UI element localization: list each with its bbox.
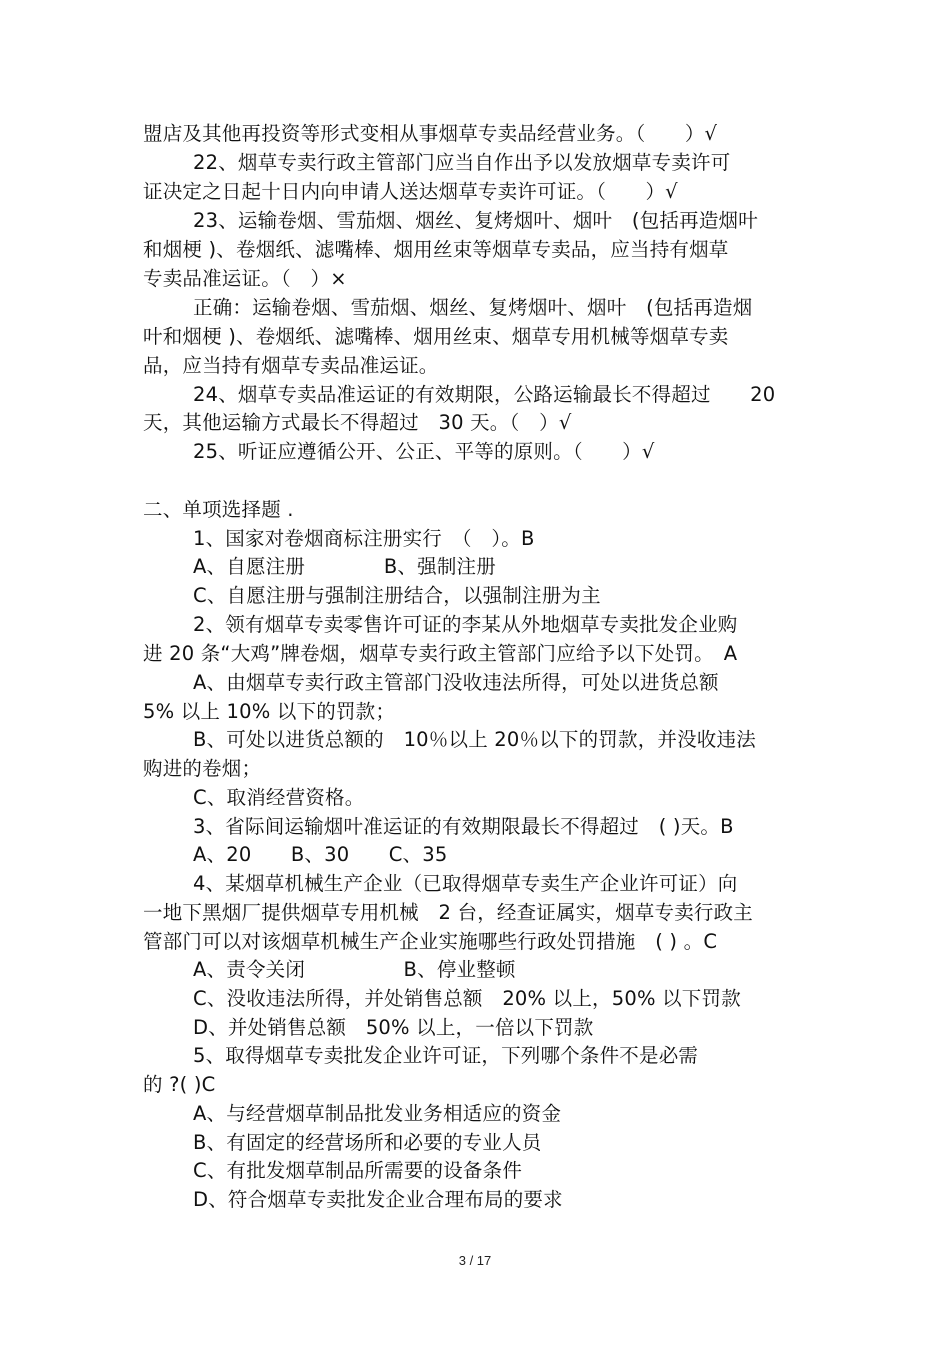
answer-option: D、并处销售总额 50% 以上，一倍以下罚款 xyxy=(193,1016,594,1039)
question-text: 一地下黑烟厂提供烟草专用机械 2 台，经查证属实，烟草专卖行政主 xyxy=(143,901,754,924)
text-line: 25、听证应遵循公开、公正、平等的原则。（ ）√ xyxy=(193,440,655,463)
text-line: 23、运输卷烟、雪茄烟、烟丝、复烤烟叶、烟叶 (包括再造烟叶 xyxy=(193,209,758,232)
question-text: 1、国家对卷烟商标注册实行 （ ）。B xyxy=(193,527,535,550)
answer-option: C、自愿注册与强制注册结合，以强制注册为主 xyxy=(193,584,601,607)
question-text: 3、省际间运输烟叶准运证的有效期限最长不得超过 ( )天。B xyxy=(193,815,734,838)
answer-option: A、与经营烟草制品批发业务相适应的资金 xyxy=(193,1102,562,1125)
text-line: 叶和烟梗 )、卷烟纸、滤嘴棒、烟用丝束、烟草专用机械等烟草专卖 xyxy=(143,325,729,348)
answer-option: A、自愿注册 B、强制注册 xyxy=(193,555,496,578)
question-text: 进 20 条“大鸡”牌卷烟，烟草专卖行政主管部门应给予以下处罚。 A xyxy=(143,642,738,665)
text-line: 正确：运输卷烟、雪茄烟、烟丝、复烤烟叶、烟叶 (包括再造烟 xyxy=(193,296,753,319)
answer-option: A、20 B、30 C、35 xyxy=(193,843,448,866)
text-line: 专卖品准运证。（ ）× xyxy=(143,267,347,290)
text-line: 和烟梗 )、卷烟纸、滤嘴棒、烟用丝束等烟草专卖品，应当持有烟草 xyxy=(143,238,729,261)
text-line: 盟店及其他再投资等形式变相从事烟草专卖品经营业务。（ ）√ xyxy=(143,122,718,145)
answer-option: A、由烟草专卖行政主管部门没收违法所得，可处以进货总额 xyxy=(193,671,719,694)
question-text: 的 ?( )C xyxy=(143,1073,216,1096)
text-line: 22、烟草专卖行政主管部门应当自作出予以发放烟草专卖许可 xyxy=(193,151,731,174)
page-number: 3 / 17 xyxy=(458,1253,492,1268)
answer-option: C、有批发烟草制品所需要的设备条件 xyxy=(193,1159,523,1182)
section-heading: 二、单项选择题 . xyxy=(143,498,294,521)
question-text: 2、领有烟草专卖零售许可证的李某从外地烟草专卖批发企业购 xyxy=(193,613,738,636)
text-line: 证决定之日起十日内向申请人送达烟草专卖许可证。（ ）√ xyxy=(143,180,678,203)
question-text: 管部门可以对该烟草机械生产企业实施哪些行政处罚措施 ( ) 。C xyxy=(143,930,718,953)
answer-option: B、有固定的经营场所和必要的专业人员 xyxy=(193,1131,542,1154)
answer-option: A、责令关闭 B、停业整顿 xyxy=(193,958,516,981)
answer-option: C、取消经营资格。 xyxy=(193,786,365,809)
text-line: 24、烟草专卖品准运证的有效期限，公路运输最长不得超过 20 xyxy=(193,383,776,406)
answer-option: D、符合烟草专卖批发企业合理布局的要求 xyxy=(193,1188,563,1211)
answer-option: B、可处以进货总额的 10％以上 20％以下的罚款，并没收违法 xyxy=(193,728,756,751)
answer-option: C、没收违法所得，并处销售总额 20% 以上，50% 以下罚款 xyxy=(193,987,741,1010)
text-line: 天，其他运输方式最长不得超过 30 天。（ ）√ xyxy=(143,411,572,434)
answer-option: 购进的卷烟； xyxy=(143,757,262,780)
answer-option: 5% 以上 10% 以下的罚款； xyxy=(143,700,396,723)
question-text: 4、某烟草机械生产企业（已取得烟草专卖生产企业许可证）向 xyxy=(193,872,738,895)
text-line: 品，应当持有烟草专卖品准运证。 xyxy=(143,354,439,377)
question-text: 5、取得烟草专卖批发企业许可证，下列哪个条件不是必需 xyxy=(193,1044,699,1067)
